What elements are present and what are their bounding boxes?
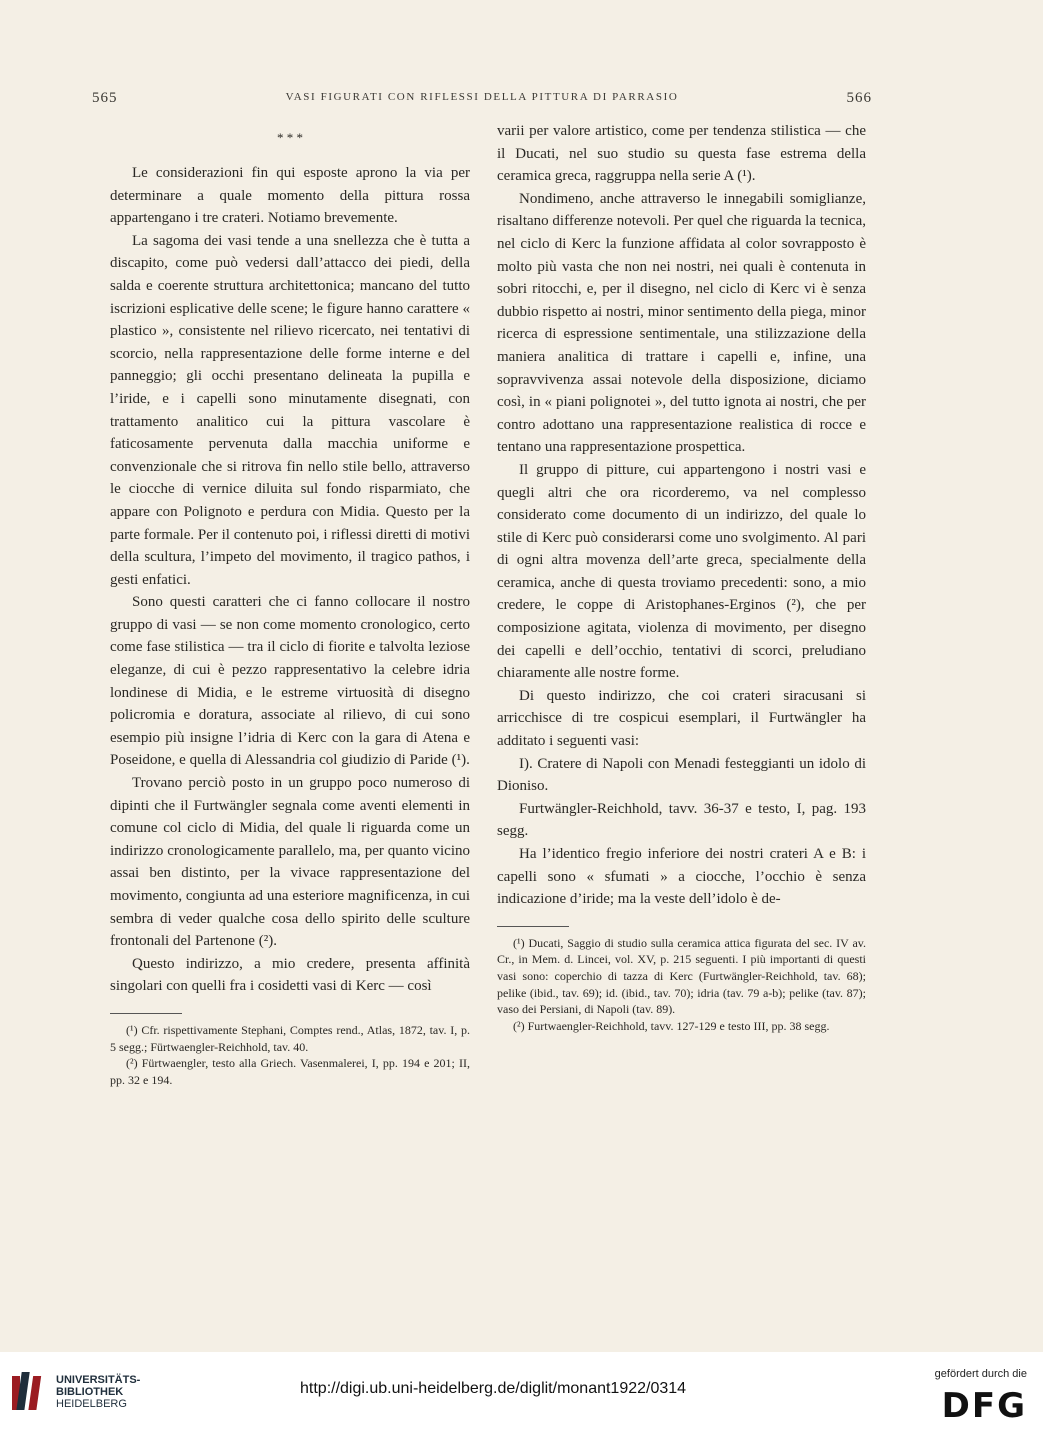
page-number-right: 566 xyxy=(846,90,872,106)
paragraph: Sono questi caratteri che ci fanno collocare il nostro gruppo di vasi — se non come momento cronologico, certo come fase stilistica — tra il ciclo di fiorite e talvolta leziose eleganze, di cui è pezzo rappresentativo la celebre idria londinese di Midia, e le estreme virtuosità di disegno policromia e doratura, associate al rilievo, di cui sono esempio più insigne l’idria di Kerc con la gara di Atena e Poseidone, e quella di Alessandria col giudizio di Paride (¹). xyxy=(110,594,470,769)
paragraph: Di questo indirizzo, che coi crateri siracusani si arricchisce di tre cospicui esemplari, il Furtwängler ha additato i seguenti vasi: xyxy=(497,687,866,750)
university-library-logo-icon[interactable] xyxy=(10,1370,50,1414)
paragraph: Il gruppo di pitture, cui appartengono i nostri vasi e quegli altri che ora ricorderemo, va nel complesso considerato come documento di un indirizzo, del quale lo stile di Kerc può considerarsi come uno svolgimento. Al pari di ogni altra movenza dell’arte greca, specialmente della ceramica, anche di questa troviamo precedenti: sono, a mio credere, le coppe di Aristophanes-Erginos (²), che per composizione agitata, violenza di movimento, per disegno dei capelli e dell’occhio, tentativi di scorci, preludiano chiaramente alle nostre forme. xyxy=(497,461,866,682)
footnote: (¹) Cfr. rispettivamente Stephani, Comptes rend., Atlas, 1872, tav. I, p. 5 segg.; Fürtwaengler-Reichhold, tav. 40. xyxy=(110,1022,470,1054)
dfg-logo[interactable]: DFG xyxy=(941,1386,1027,1426)
footnotes-left xyxy=(110,1022,470,1088)
footnote: (²) Furtwaengler-Reichhold, tavv. 127-129 e testo III, pp. 38 segg. xyxy=(513,1018,830,1033)
footnote: (²) Fürtwaengler, testo alla Griech. Vasenmalerei, I, pp. 194 e 201; II, pp. 32 e 194. xyxy=(110,1056,470,1087)
page-header xyxy=(92,90,872,110)
paragraph: I). Cratere di Napoli con Menadi festeggianti un idolo di Dioniso. xyxy=(497,755,866,795)
paragraph: Questo indirizzo, a mio credere, presenta affinità singolari con quelli fra i cosidetti vasi di Kerc — così xyxy=(110,955,470,995)
paragraph: La sagoma dei vasi tende a una snellezza che è tutta a discapito, come può vedersi dall’attacco dei piedi, della salda e coerente struttura architettonica; mancano del tutto iscrizioni esplicative delle scene; le figure hanno carattere « plastico », consistente nel rilievo ricercato, nei tentativi di scorcio, nella rappresentazione delle forme interne e del panneggio; gli occhi presentano delineata la pupilla e l’iride, e i capelli sono minutamente disegnati, con trattamento analitico cui la pittura vascolare è faticosamente pervenuta dalla macchia uniforme e convenzionale che si ritrova fin nello stile bello, attraverso le ciocche di vernice diluita sul fondo risparmiato, che appare con Polignoto e perdura con Midia. Questo per la parte formale. Per il contenuto poi, i riflessi diretti di motivi della scultura, l’impeto del movimento, il tragico pathos, i gesti enfatici. xyxy=(110,232,470,588)
running-title: VASI FIGURATI CON RIFLESSI DELLA PITTURA DI PARRASIO xyxy=(285,91,679,103)
section-stars: * * * xyxy=(277,130,303,145)
library-name[interactable]: UNIVERSITÄTS- BIBLIOTHEK HEIDELBERG xyxy=(56,1374,141,1410)
footnote-rule xyxy=(497,926,569,927)
footnotes-right xyxy=(497,935,866,1035)
paragraph: varii per valore artistico, come per tendenza stilistica — che il Ducati, nel suo studio su questa fase estrema della ceramica greca, raggruppa nella serie A (¹). xyxy=(497,123,866,185)
footnote: (¹) Ducati, Saggio di studio sulla ceramica attica figurata del sec. IV av. Cr., in Mem. d. Lincei, vol. XV, p. 215 seguenti. I più importanti di questi vasi sono: coperchio di tazza di Kerc (Furtwängler-Reichhold, tav. 68); pelike (ibid., tav. 69); id. (ibid., tav. 70); idria (tav. 79 a-b); pelike (tav. 87); vaso dei Persiani, di Napoli (tav. 89). xyxy=(497,935,866,1017)
funding-caption: gefördert durch die xyxy=(934,1368,1027,1380)
right-column xyxy=(497,120,866,1034)
paragraph: Ha l’identico fregio inferiore dei nostri crateri A e B: i capelli sono « sfumati » a ciocche, l’occhio è senza indicazione d’iride; ma la veste dell’idolo è de- xyxy=(497,846,866,908)
paragraph: Nondimeno, anche attraverso le innegabili somiglianze, risaltano differenze notevoli. Per quel che riguarda la tecnica, nel ciclo di Kerc la funzione affidata al color sovrapposto è molto più vasta che non nei nostri, nei quali è contenuta in sobri ritocchi, e, per il disegno, nel ciclo di Kerc vi è senza dubbio rispetto ai nostri, minor sentimento della piega, minor ricerca di espressione sentimentale, una stilizzazione della maniera analitica di trattare i capelli e, infine, una sopravvivenza assai notevole della disposizione, diciamo così, in « piani polignotei », del tutto ignota ai nostri, che per contro adottano una rappresentazione realistica di rocce e tentano una rappresentazione prospettica. xyxy=(497,190,866,456)
viewer-footer xyxy=(0,1352,1043,1435)
left-column xyxy=(110,120,470,1088)
paragraph: Trovano perciò posto in un gruppo poco numeroso di dipinti che il Furtwängler segnala come aventi elementi in comune col ciclo di Midia, del quale li riguarda come un indirizzo cronologicamente parallelo, ma, per quanto vicino assai ben distinto, per la vivace rappresentazione del movimento, congiunta ad una esteriore magnificenza, in cui sembra di veder qualche cosa dello spirito delle sculture frontonali del Partenone (²). xyxy=(110,775,470,950)
paragraph: Furtwängler-Reichhold, tavv. 36-37 e testo, I, pag. 193 segg. xyxy=(497,800,866,840)
paragraph: Le considerazioni fin qui esposte aprono la via per determinare a quale momento della pittura rossa appartengano i tre crateri. Notiamo brevemente. xyxy=(110,165,470,227)
page-number-left: 565 xyxy=(92,90,118,106)
document-url-link[interactable]: http://digi.ub.uni-heidelberg.de/diglit/monant1922/0314 xyxy=(300,1380,687,1397)
footnote-rule xyxy=(110,1013,182,1014)
